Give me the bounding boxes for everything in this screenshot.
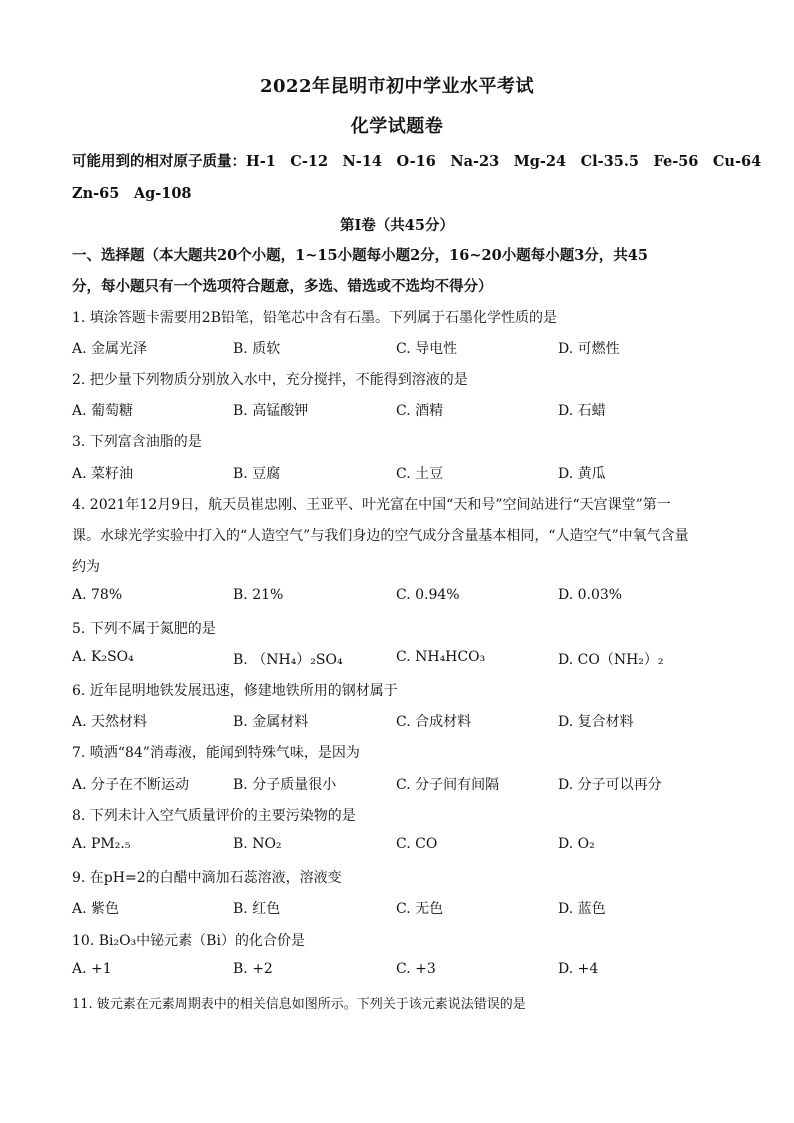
question-10-options [72, 961, 752, 981]
question-6-options [72, 711, 752, 731]
question-8-stem: 8. 下列未计入空气质量评价的主要污染物的是 [72, 808, 356, 824]
question-7-options [72, 774, 752, 794]
option-a[interactable]: A. 分子在不断运动 [72, 777, 190, 793]
option-d[interactable]: D. 0.03% [558, 587, 623, 603]
option-c[interactable]: C. 合成材料 [396, 714, 472, 730]
question-7-stem: 7. 喷洒“84”消毒液，能闻到特殊气味，是因为 [72, 745, 360, 761]
option-d[interactable]: D. 复合材料 [558, 714, 634, 730]
question-4-options [72, 587, 752, 607]
question-3-options [72, 463, 752, 483]
question-4-stem-line-1: 4. 2021年12月9日，航天员崔忠刚、王亚平、叶光富在中国“天和号”空间站进行“天宫课堂”第一 [72, 497, 671, 513]
option-b[interactable]: B. （NH₄）₂SO₄ [233, 652, 343, 668]
option-b[interactable]: B. NO₂ [233, 836, 282, 852]
option-b[interactable]: B. 21% [233, 587, 284, 603]
question-11-stem: 11. 铍元素在元素周期表中的相关信息如图所示。下列关于该元素说法错误的是 [72, 997, 526, 1012]
question-9-options [72, 898, 752, 918]
option-d[interactable]: D. O₂ [558, 836, 595, 852]
question-6-stem: 6. 近年昆明地铁发展迅速，修建地铁所用的钢材属于 [72, 683, 398, 699]
option-c[interactable]: C. 导电性 [396, 341, 458, 357]
option-c[interactable]: C. +3 [396, 961, 436, 977]
option-c[interactable]: C. 酒精 [396, 403, 444, 419]
option-a[interactable]: A. +1 [72, 961, 112, 977]
option-c[interactable]: C. 0.94% [396, 587, 460, 603]
option-c[interactable]: C. 分子间有间隔 [396, 777, 500, 793]
question-5-options [72, 649, 752, 669]
option-b[interactable]: B. 质软 [233, 341, 281, 357]
question-2-stem: 2. 把少量下列物质分别放入水中，充分搅拌，不能得到溶液的是 [72, 372, 468, 388]
question-2-options [72, 400, 752, 420]
option-d[interactable]: D. 蓝色 [558, 901, 606, 917]
option-a[interactable]: A. PM₂.₅ [72, 836, 131, 852]
option-d[interactable]: D. 黄瓜 [558, 466, 606, 482]
question-3-stem: 3. 下列富含油脂的是 [72, 434, 202, 450]
question-8-options [72, 836, 752, 856]
option-c[interactable]: C. CO [396, 836, 438, 852]
option-a[interactable]: A. K₂SO₄ [72, 649, 134, 665]
atomic-masses-line-2: Zn-65 Ag-108 [72, 185, 192, 202]
option-b[interactable]: B. 豆腐 [233, 466, 281, 482]
option-b[interactable]: B. 高锰酸钾 [233, 403, 309, 419]
option-a[interactable]: A. 78% [72, 587, 123, 603]
section-instructions-line-1: 一、选择题（本大题共20个小题，1~15小题每小题2分，16~20小题每小题3分，共45 [72, 247, 648, 264]
question-1-stem: 1. 填涂答题卡需要用2B铅笔，铅笔芯中含有石墨。下列属于石墨化学性质的是 [72, 310, 558, 326]
question-4-stem-line-3: 约为 [72, 559, 100, 575]
option-a[interactable]: A. 葡萄糖 [72, 403, 134, 419]
option-c[interactable]: C. 无色 [396, 901, 444, 917]
option-d[interactable]: D. 可燃性 [558, 341, 620, 357]
section-instructions-line-2: 分，每小题只有一个选项符合题意，多选、错选或不选均不得分） [72, 278, 493, 295]
option-a[interactable]: A. 紫色 [72, 901, 120, 917]
section-heading: 第Ⅰ卷（共45分） [340, 217, 454, 234]
question-5-stem: 5. 下列不属于氮肥的是 [72, 621, 216, 637]
option-a[interactable]: A. 天然材料 [72, 714, 148, 730]
option-c[interactable]: C. NH₄HCO₃ [396, 649, 486, 665]
option-b[interactable]: B. 金属材料 [233, 714, 309, 730]
option-d[interactable]: D. +4 [558, 961, 599, 977]
question-1-options [72, 338, 752, 358]
atomic-masses-line-1: 可能用到的相对原子质量：H-1 C-12 N-14 O-16 Na-23 Mg-24 Cl-35.5 Fe-56 Cu-64 [72, 153, 762, 170]
option-c[interactable]: C. 土豆 [396, 466, 444, 482]
exam-subtitle: 化学试题卷 [350, 116, 444, 137]
option-a[interactable]: A. 金属光泽 [72, 341, 148, 357]
exam-title: 2022年昆明市初中学业水平考试 [259, 76, 535, 97]
option-b[interactable]: B. +2 [233, 961, 273, 977]
question-9-stem: 9. 在pH=2的白醋中滴加石蕊溶液，溶液变 [72, 870, 342, 886]
option-a[interactable]: A. 菜籽油 [72, 466, 134, 482]
option-b[interactable]: B. 红色 [233, 901, 281, 917]
option-d[interactable]: D. CO（NH₂）₂ [558, 652, 664, 668]
option-b[interactable]: B. 分子质量很小 [233, 777, 337, 793]
option-d[interactable]: D. 分子可以再分 [558, 777, 662, 793]
question-10-stem: 10. Bi₂O₃中铋元素（Bi）的化合价是 [72, 933, 305, 949]
question-4-stem-line-2: 课。水球光学实验中打入的“人造空气”与我们身边的空气成分含量基本相同，“人造空气”中氧气含量 [72, 528, 689, 544]
option-d[interactable]: D. 石蜡 [558, 403, 606, 419]
